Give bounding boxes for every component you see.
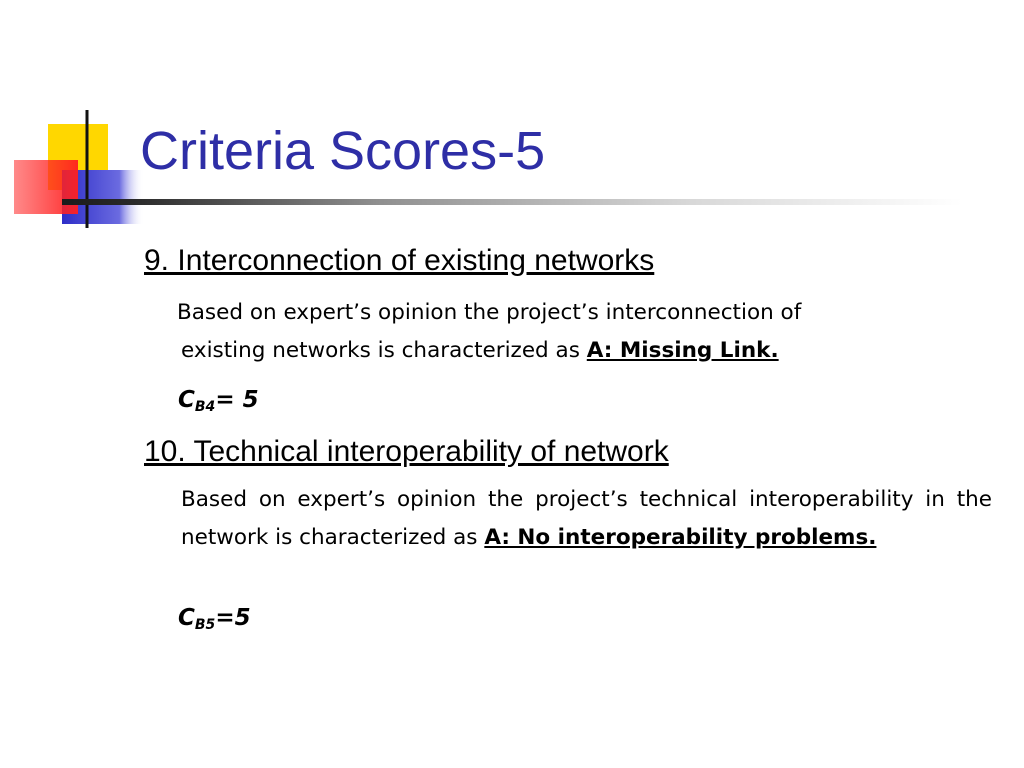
- section-10-emphasis: A: No interoperability problems.: [484, 525, 877, 550]
- title-underline-rule: [62, 199, 962, 205]
- score-subscript: B5: [194, 617, 216, 633]
- score-value: = 5: [215, 387, 259, 413]
- section-10-score: [178, 605, 251, 633]
- section-10-text: [181, 481, 992, 557]
- section-9-text: [177, 294, 941, 370]
- section-9-text-line1: Based on expert’s opinion the project’s interconnection of: [177, 300, 802, 325]
- score-symbol: C: [178, 605, 195, 631]
- score-subscript: B4: [194, 399, 216, 415]
- section-9-heading: 9. Interconnection of existing networks: [144, 244, 655, 277]
- score-value: =5: [215, 605, 251, 631]
- section-10-text-body: Based on expert’s opinion the project’s technical interoperability in the network is characterized as: [181, 487, 992, 550]
- score-symbol: C: [178, 387, 195, 413]
- slide-title: Criteria Scores-5: [140, 121, 546, 181]
- section-9-text-line2: existing networks is characterized as: [181, 338, 580, 363]
- section-10-heading: 10. Technical interoperability of network: [144, 435, 669, 468]
- section-9-emphasis: A: Missing Link.: [586, 338, 779, 363]
- red-square: [14, 160, 78, 214]
- section-9-score: [178, 387, 259, 415]
